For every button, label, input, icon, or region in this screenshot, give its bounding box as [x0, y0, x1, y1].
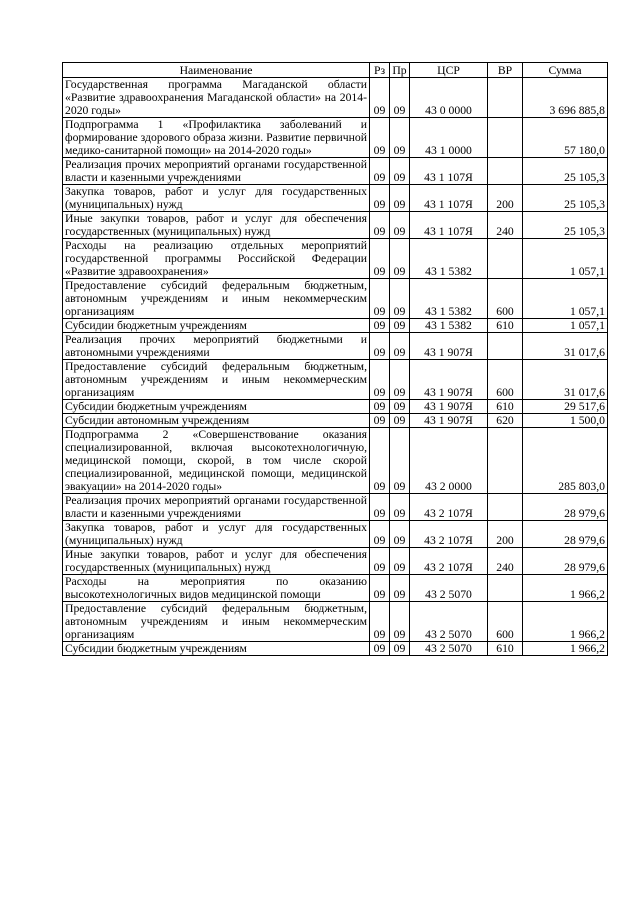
- table-row: [63, 428, 608, 494]
- row-vr: [488, 428, 523, 494]
- row-name: Предоставление субсидий федеральным бюджетным, автономным учреждениям и иным некоммерческим организациям: [63, 360, 370, 400]
- table-row: [63, 319, 608, 333]
- row-vr: [488, 78, 523, 118]
- row-name: Подпрограмма 1 «Профилактика заболеваний и формирование здорового образа жизни. Развитие первичной медико-санитарной помощи» на 2014-2020 годы»: [63, 118, 370, 158]
- row-sum: 28 979,6: [523, 494, 608, 521]
- row-pr: 09: [390, 494, 410, 521]
- row-name: Реализация прочих мероприятий органами государственной власти и казенными учреждениями: [63, 158, 370, 185]
- row-name: Субсидии автономным учреждениям: [63, 414, 370, 428]
- row-vr: [488, 494, 523, 521]
- row-name: Государственная программа Магаданской области «Развитие здравоохранения Магаданской области» на 2014-2020 годы»: [63, 78, 370, 118]
- row-pr: 09: [390, 360, 410, 400]
- header-vr: ВР: [488, 63, 523, 78]
- row-pr: 09: [390, 212, 410, 239]
- row-rz: 09: [370, 428, 390, 494]
- row-rz: 09: [370, 118, 390, 158]
- row-rz: 09: [370, 212, 390, 239]
- row-rz: 09: [370, 360, 390, 400]
- row-vr: [488, 575, 523, 602]
- budget-table: [62, 62, 608, 656]
- table-row: [63, 78, 608, 118]
- row-vr: [488, 333, 523, 360]
- row-name: Закупка товаров, работ и услуг для государственных (муниципальных) нужд: [63, 185, 370, 212]
- row-csr: 43 1 107Я: [410, 158, 488, 185]
- row-pr: 09: [390, 333, 410, 360]
- row-csr: 43 1 5382: [410, 239, 488, 279]
- row-rz: 09: [370, 333, 390, 360]
- row-csr: 43 2 5070: [410, 642, 488, 656]
- header-rz: Рз: [370, 63, 390, 78]
- row-vr: 610: [488, 319, 523, 333]
- table-row: [63, 494, 608, 521]
- table-row: [63, 212, 608, 239]
- table-row: [63, 118, 608, 158]
- row-csr: 43 2 107Я: [410, 521, 488, 548]
- row-vr: 200: [488, 185, 523, 212]
- row-vr: 610: [488, 642, 523, 656]
- row-csr: 43 1 0000: [410, 118, 488, 158]
- row-rz: 09: [370, 185, 390, 212]
- row-sum: 285 803,0: [523, 428, 608, 494]
- row-csr: 43 1 907Я: [410, 414, 488, 428]
- row-name: Иные закупки товаров, работ и услуг для обеспечения государственных (муниципальных) нужд: [63, 212, 370, 239]
- row-name: Субсидии бюджетным учреждениям: [63, 319, 370, 333]
- row-sum: 25 105,3: [523, 158, 608, 185]
- row-csr: 43 1 5382: [410, 319, 488, 333]
- row-vr: 600: [488, 602, 523, 642]
- row-name: Подпрограмма 2 «Совершенствование оказания специализированной, включая высокотехнологичную, медицинской помощи, скорой, в том числе скорой специализированной, медицинской помощи, медицинской эвакуации» на 2014-2020 годы»: [63, 428, 370, 494]
- row-rz: 09: [370, 548, 390, 575]
- header-name: Наименование: [63, 63, 370, 78]
- header-row: [63, 63, 608, 78]
- header-csr: ЦСР: [410, 63, 488, 78]
- row-csr: 43 1 907Я: [410, 333, 488, 360]
- row-vr: 240: [488, 548, 523, 575]
- row-sum: 25 105,3: [523, 185, 608, 212]
- table-row: [63, 360, 608, 400]
- table-row: [63, 414, 608, 428]
- row-vr: 200: [488, 521, 523, 548]
- row-vr: [488, 118, 523, 158]
- row-rz: 09: [370, 642, 390, 656]
- row-csr: 43 2 5070: [410, 575, 488, 602]
- table-row: [63, 602, 608, 642]
- row-csr: 43 0 0000: [410, 78, 488, 118]
- row-sum: 1 057,1: [523, 239, 608, 279]
- row-pr: 09: [390, 414, 410, 428]
- row-name: Иные закупки товаров, работ и услуг для обеспечения государственных (муниципальных) нужд: [63, 548, 370, 575]
- table-row: [63, 185, 608, 212]
- row-pr: 09: [390, 548, 410, 575]
- header-pr: Пр: [390, 63, 410, 78]
- row-pr: 09: [390, 239, 410, 279]
- row-pr: 09: [390, 521, 410, 548]
- table-row: [63, 239, 608, 279]
- row-sum: 57 180,0: [523, 118, 608, 158]
- table-row: [63, 642, 608, 656]
- row-vr: [488, 158, 523, 185]
- row-rz: 09: [370, 575, 390, 602]
- row-vr: 610: [488, 400, 523, 414]
- row-rz: 09: [370, 602, 390, 642]
- row-sum: 31 017,6: [523, 333, 608, 360]
- row-rz: 09: [370, 414, 390, 428]
- row-name: Расходы на реализацию отдельных мероприятий государственной программы Российской Федерации «Развитие здравоохранения»: [63, 239, 370, 279]
- row-pr: 09: [390, 158, 410, 185]
- row-rz: 09: [370, 279, 390, 319]
- row-rz: 09: [370, 78, 390, 118]
- table-row: [63, 575, 608, 602]
- row-vr: 600: [488, 360, 523, 400]
- row-pr: 09: [390, 319, 410, 333]
- row-name: Предоставление субсидий федеральным бюджетным, автономным учреждениям и иным некоммерческим организациям: [63, 279, 370, 319]
- table-row: [63, 279, 608, 319]
- row-pr: 09: [390, 118, 410, 158]
- table-row: [63, 521, 608, 548]
- row-sum: 28 979,6: [523, 521, 608, 548]
- row-csr: 43 2 0000: [410, 428, 488, 494]
- row-rz: 09: [370, 319, 390, 333]
- row-pr: 09: [390, 185, 410, 212]
- row-sum: 1 500,0: [523, 414, 608, 428]
- row-csr: 43 1 907Я: [410, 360, 488, 400]
- row-sum: 1 966,2: [523, 602, 608, 642]
- row-rz: 09: [370, 521, 390, 548]
- table-row: [63, 548, 608, 575]
- row-pr: 09: [390, 602, 410, 642]
- row-pr: 09: [390, 642, 410, 656]
- row-sum: 1 966,2: [523, 642, 608, 656]
- row-sum: 25 105,3: [523, 212, 608, 239]
- row-csr: 43 1 907Я: [410, 400, 488, 414]
- table-row: [63, 158, 608, 185]
- row-pr: 09: [390, 400, 410, 414]
- row-pr: 09: [390, 279, 410, 319]
- row-rz: 09: [370, 239, 390, 279]
- row-sum: 1 057,1: [523, 279, 608, 319]
- row-pr: 09: [390, 575, 410, 602]
- row-sum: 3 696 885,8: [523, 78, 608, 118]
- row-csr: 43 1 107Я: [410, 212, 488, 239]
- row-sum: 29 517,6: [523, 400, 608, 414]
- row-vr: 600: [488, 279, 523, 319]
- row-pr: 09: [390, 428, 410, 494]
- table-row: [63, 333, 608, 360]
- row-name: Предоставление субсидий федеральным бюджетным, автономным учреждениям и иным некоммерческим организациям: [63, 602, 370, 642]
- row-name: Расходы на мероприятия по оказанию высокотехнологичных видов медицинской помощи: [63, 575, 370, 602]
- row-vr: 620: [488, 414, 523, 428]
- row-vr: [488, 239, 523, 279]
- row-csr: 43 1 107Я: [410, 185, 488, 212]
- row-sum: 1 057,1: [523, 319, 608, 333]
- row-pr: 09: [390, 78, 410, 118]
- row-name: Реализация прочих мероприятий бюджетными и автономными учреждениями: [63, 333, 370, 360]
- header-sum: Сумма: [523, 63, 608, 78]
- row-csr: 43 2 107Я: [410, 494, 488, 521]
- row-rz: 09: [370, 494, 390, 521]
- row-name: Реализация прочих мероприятий органами государственной власти и казенными учреждениями: [63, 494, 370, 521]
- row-csr: 43 1 5382: [410, 279, 488, 319]
- row-vr: 240: [488, 212, 523, 239]
- row-rz: 09: [370, 158, 390, 185]
- row-sum: 1 966,2: [523, 575, 608, 602]
- row-csr: 43 2 5070: [410, 602, 488, 642]
- row-sum: 28 979,6: [523, 548, 608, 575]
- row-name: Закупка товаров, работ и услуг для государственных (муниципальных) нужд: [63, 521, 370, 548]
- row-sum: 31 017,6: [523, 360, 608, 400]
- table-row: [63, 400, 608, 414]
- row-name: Субсидии бюджетным учреждениям: [63, 400, 370, 414]
- row-csr: 43 2 107Я: [410, 548, 488, 575]
- row-name: Субсидии бюджетным учреждениям: [63, 642, 370, 656]
- row-rz: 09: [370, 400, 390, 414]
